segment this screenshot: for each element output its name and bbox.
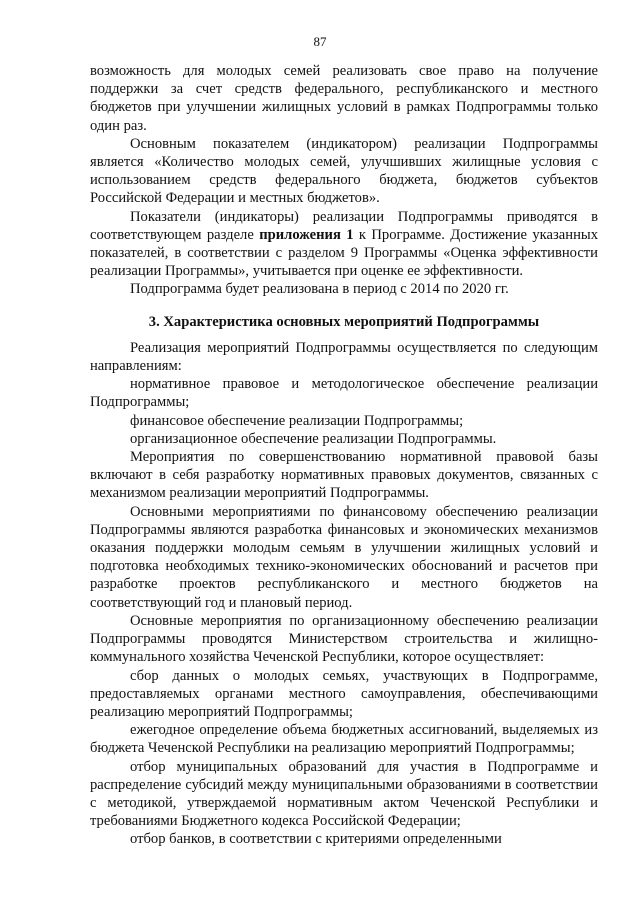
indicators-text-after: к Программе. Достижение указанных показателей, в соответствии с разделом 9 Программы «Оценка эффективности реализации Программы», учитывается при оценке ее эффективности. <box>90 226 598 280</box>
appendix-reference: приложения 1 <box>259 226 354 243</box>
list-item-organizational: организационное обеспечение реализации Подпрограммы. <box>130 430 497 447</box>
page-number: 87 <box>313 34 327 49</box>
list-item-data-collection: сбор данных о молодых семьях, участвующих в Подпрограмме, предоставляемых органами местного самоуправления, обеспечивающими реализацию мероприятий Подпрограммы; <box>90 667 598 720</box>
list-item-normative: нормативное правовое и методологическое обеспечение реализации Подпрограммы; <box>90 376 598 411</box>
paragraph-directions-intro: Реализация мероприятий Подпрограммы осуществляется по следующим направлениям: <box>90 339 598 375</box>
section-heading: 3. Характеристика основных мероприятий Подпрограммы <box>148 313 540 330</box>
list-item-bank-selection: отбор банков, в соответствии с критериями определенными <box>130 831 502 848</box>
list-item-financial: финансовое обеспечение реализации Подпрограммы; <box>130 412 464 429</box>
list-item-budget-allocation: ежегодное определение объема бюджетных ассигнований, выделяемых из бюджета Чеченской Республики на реализацию мероприятий Подпрограммы; <box>90 722 598 757</box>
paragraph-main-indicator: Основным показателем (индикатором) реализации Подпрограммы является «Количество молодых семей, улучшивших жилищные условия с использованием средств федерального бюджета, бюджетов субъектов Российской Федерации и местных бюджетов». <box>90 135 598 207</box>
paragraph-organizational-measures: Основные мероприятия по организационному обеспечению реализации Подпрограммы проводятся Министерством строительства и жилищно-коммунального хозяйства Чеченской Республики, которое осуществляет: <box>90 612 598 666</box>
document-body <box>90 62 598 849</box>
paragraph-period: Подпрограмма будет реализована в период с 2014 по 2020 гг. <box>130 281 509 298</box>
paragraph-normative-measures: Мероприятия по совершенствованию нормативной правовой базы включают в себя разработку нормативных правовых документов, связанных с механизмом реализации мероприятий Подпрограммы. <box>90 449 598 502</box>
paragraph-indicators <box>90 208 598 281</box>
paragraph-continuation: возможность для молодых семей реализовать свое право на получение поддержки за счет средств федерального, республиканского и местного бюджетов при улучшении жилищных условий в рамках Подпрограммы только один раз. <box>90 63 598 134</box>
paragraph-financial-measures: Основными мероприятиями по финансовому обеспечению реализации Подпрограммы являются разработка финансовых и экономических механизмов оказания поддержки молодым семьям в улучшении жилищных условий и подготовка необходимых технико-экономических обоснований и расчетов при разработке проектов республиканского и местного бюджетов на соответствующий год и плановый период. <box>90 503 598 611</box>
list-item-municipality-selection: отбор муниципальных образований для участия в Подпрограмме и распределение субсидий между муниципальными образованиями в соответствии с методикой, утверждаемой нормативным актом Чеченской Республики и требованиями Бюджетного кодекса Российской Федерации; <box>90 758 598 830</box>
indicators-text-before: Показатели (индикаторы) реализации Подпрограммы приводятся в соответствующем разделе <box>90 208 598 243</box>
